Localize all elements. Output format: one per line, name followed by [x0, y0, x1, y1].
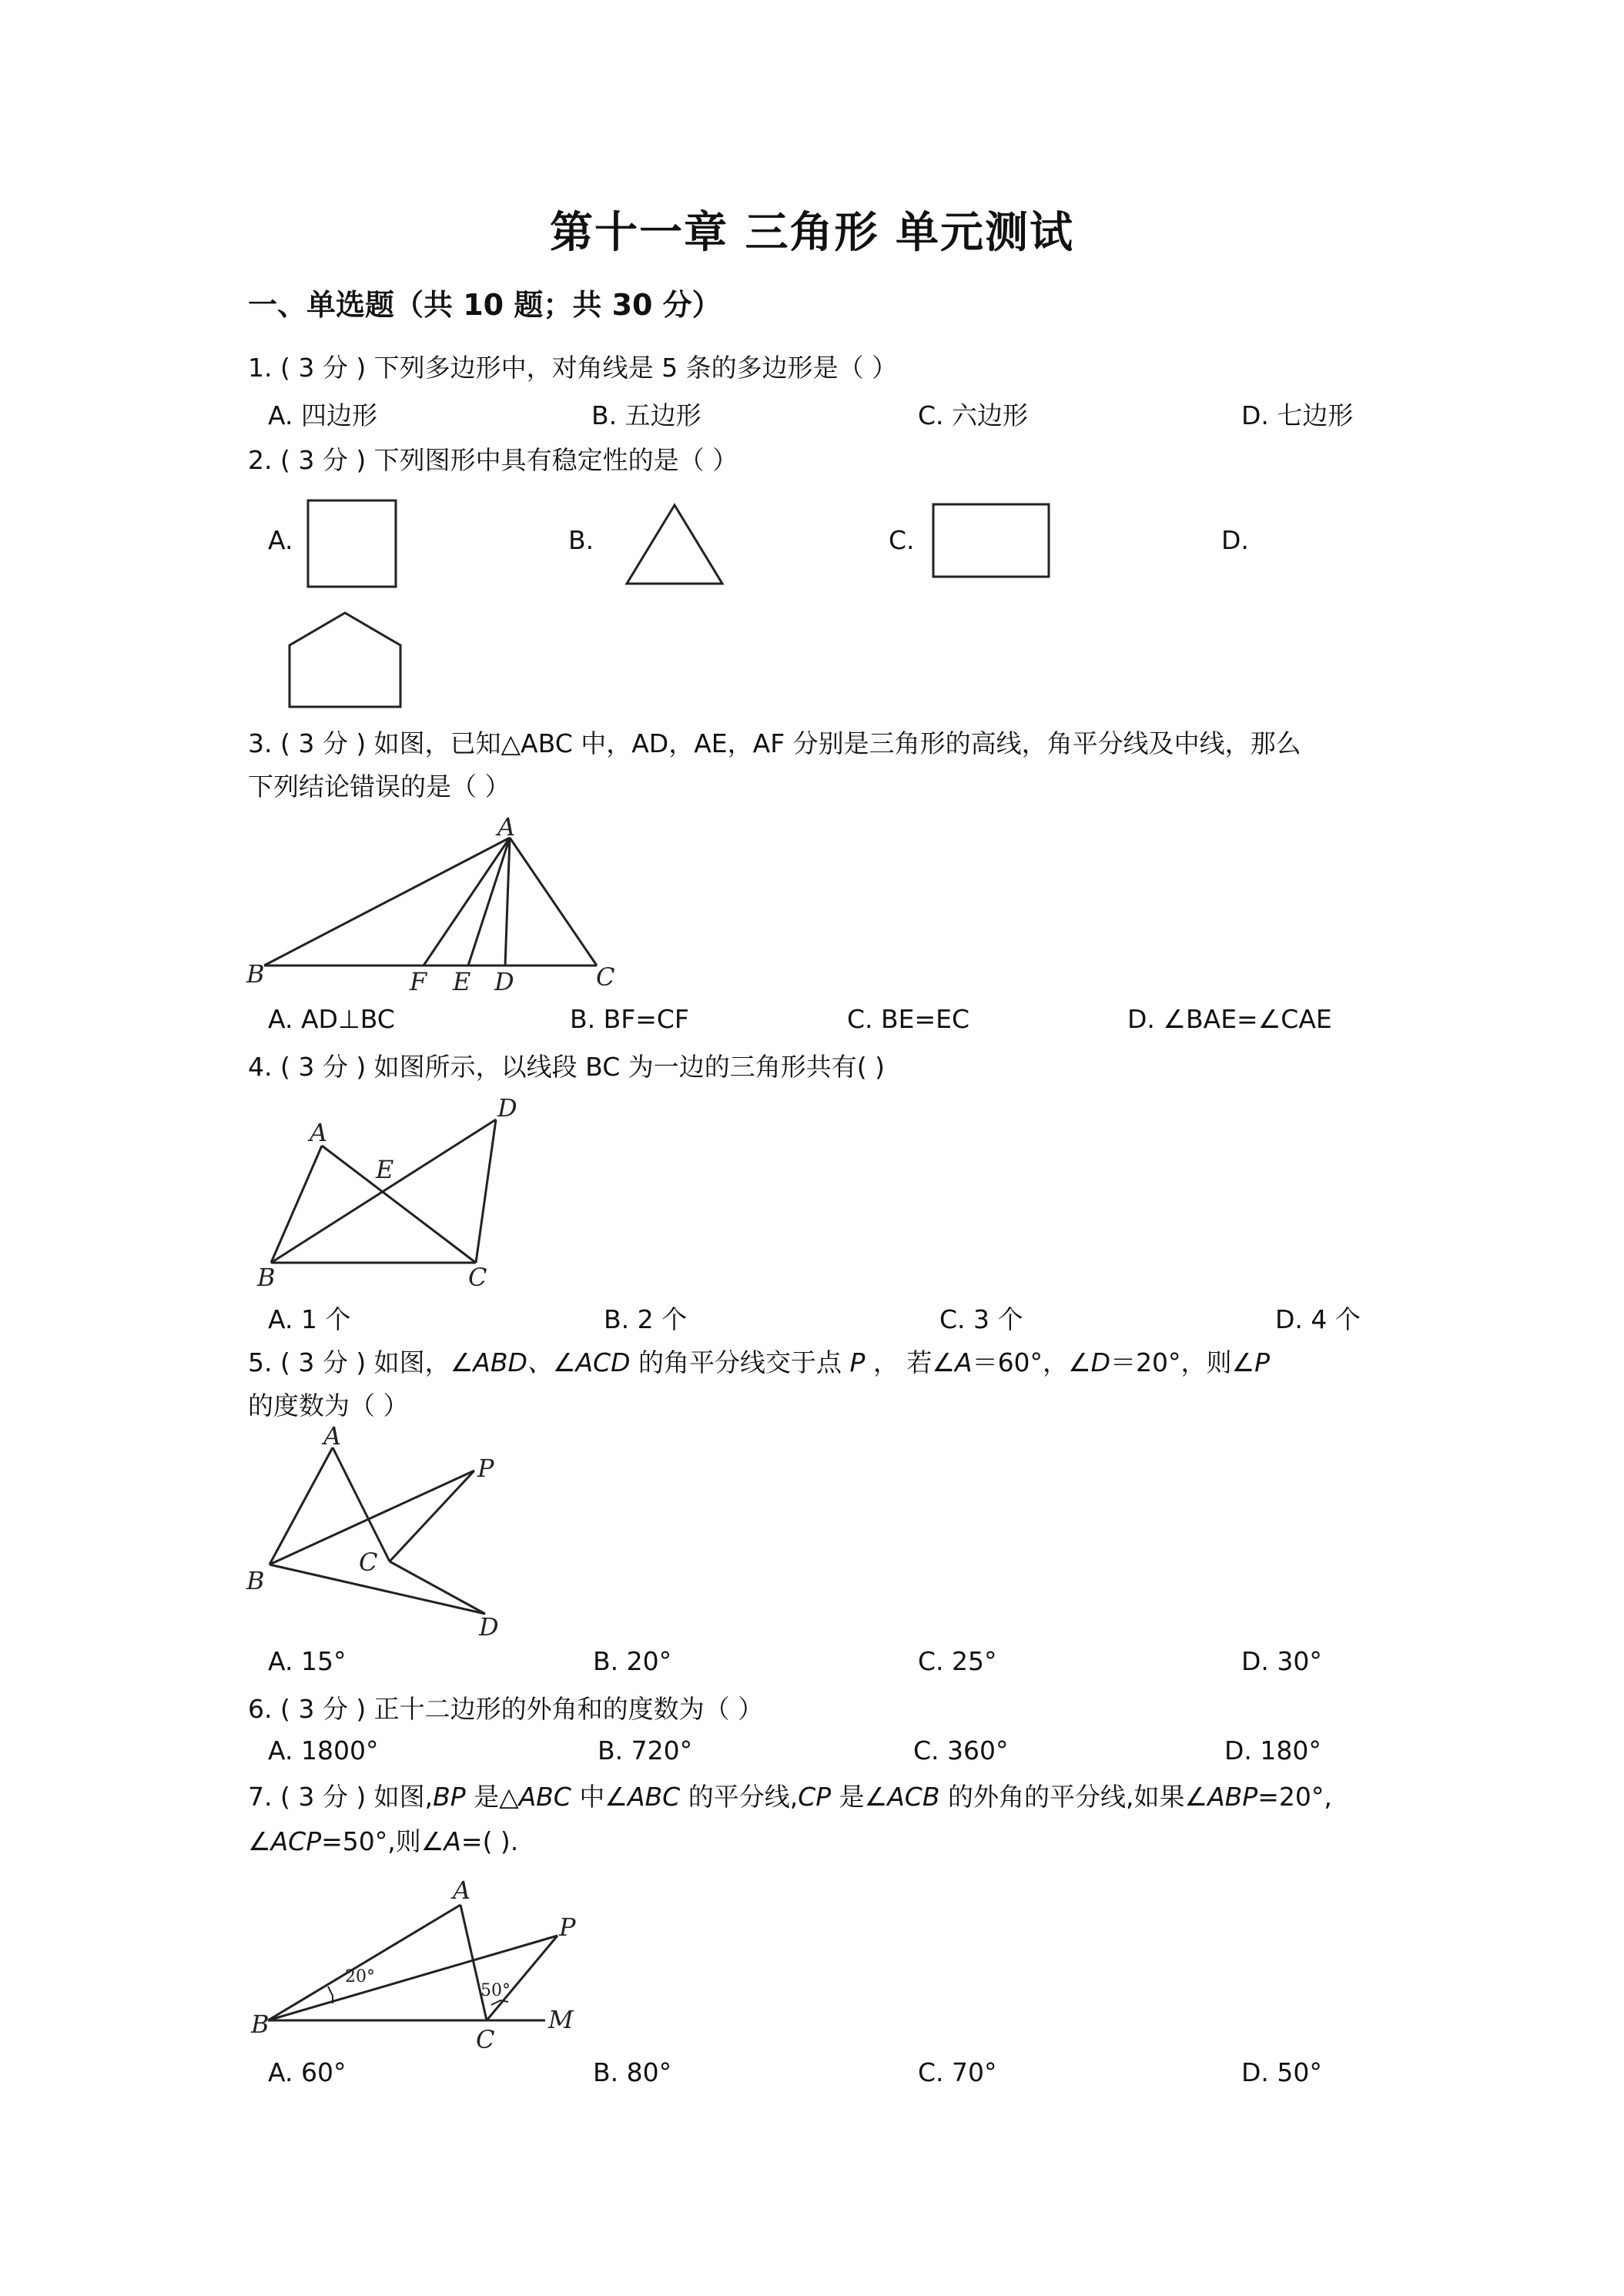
question-7-line-2: ∠ACP=50°,则∠A=( ). [248, 1826, 519, 1856]
q3-label-b: B [246, 959, 265, 989]
q7-label-b: B [251, 2010, 270, 2039]
q7-segment-cp [487, 1936, 558, 2020]
q1-option-d[interactable]: D. 七边形 [1241, 400, 1354, 430]
q7-angle-label-20: 20° [345, 1967, 375, 1986]
q2-option-b[interactable]: B. [568, 525, 594, 555]
q5-option-b[interactable]: B. 20° [593, 1646, 672, 1676]
q2-option-d[interactable]: D. [1221, 525, 1249, 555]
q6-option-a[interactable]: A. 1800° [268, 1735, 379, 1766]
q7-segment-bp [268, 1936, 558, 2020]
q5-label-a: A [323, 1421, 342, 1451]
q4-label-c: C [468, 1263, 487, 1292]
question-5-line-2: 的度数为（ ） [248, 1391, 409, 1421]
q6-option-c[interactable]: C. 360° [913, 1735, 1009, 1766]
q3-option-a[interactable]: A. AD⊥BC [268, 1004, 395, 1034]
q7-option-c[interactable]: C. 70° [918, 2057, 997, 2087]
q7-angle-label-50: 50° [481, 1981, 511, 2000]
q7-option-a[interactable]: A. 60° [268, 2057, 347, 2087]
q7-option-b[interactable]: B. 80° [593, 2057, 672, 2087]
q7-segment-ba [268, 1905, 460, 2020]
q2-option-c[interactable]: C. [889, 525, 915, 555]
q3-label-e: E [453, 967, 471, 996]
q3-label-f: F [410, 967, 427, 996]
q7-label-c: C [476, 2025, 495, 2054]
question-6-stem: 6. ( 3 分 ) 正十二边形的外角和的度数为（ ） [248, 1694, 764, 1724]
question-5-line-1: 5. ( 3 分 ) 如图，∠ABD、∠ACD 的角平分线交于点 P ， 若∠A＝60°，∠D＝20°，则∠P [248, 1347, 1271, 1377]
question-4-stem: 4. ( 3 分 ) 如图所示，以线段 BC 为一边的三角形共有( ) [248, 1052, 885, 1082]
q2-option-a[interactable]: A. [268, 525, 293, 555]
q7-option-d[interactable]: D. 50° [1241, 2057, 1322, 2087]
q5-option-a[interactable]: A. 15° [268, 1646, 347, 1676]
q3-option-d[interactable]: D. ∠BAE=∠CAE [1127, 1004, 1332, 1034]
q5-option-c[interactable]: C. 25° [918, 1646, 997, 1676]
q6-option-b[interactable]: B. 720° [598, 1735, 693, 1766]
q4-option-c[interactable]: C. 3 个 [939, 1304, 1023, 1334]
q4-option-d[interactable]: D. 4 个 [1275, 1304, 1361, 1334]
q5-label-d: D [479, 1612, 499, 1642]
question-2-stem: 2. ( 3 分 ) 下列图形中具有稳定性的是（ ） [248, 445, 738, 475]
q5-label-c: C [359, 1548, 378, 1577]
q3-label-a: A [497, 812, 516, 842]
q6-option-d[interactable]: D. 180° [1224, 1735, 1321, 1766]
page-title: 第十一章 三角形 单元测试 [550, 207, 1074, 258]
question-7-line-1: 7. ( 3 分 ) 如图,BP 是△ABC 中∠ABC 的平分线,CP 是∠ACB 的外角的平分线,如果∠ABP=20°, [248, 1782, 1332, 1812]
question-1-stem: 1. ( 3 分 ) 下列多边形中，对角线是 5 条的多边形是（ ） [248, 353, 898, 383]
q3-option-c[interactable]: C. BE=EC [847, 1004, 970, 1034]
q1-option-b[interactable]: B. 五边形 [591, 400, 702, 430]
q4-label-d: D [497, 1093, 517, 1123]
q3-label-d: D [494, 967, 514, 996]
section-heading: 一、单选题（共 10 题；共 30 分） [248, 288, 722, 322]
question-3-line-2: 下列结论错误的是（ ） [248, 771, 511, 802]
question-3-line-1: 3. ( 3 分 ) 如图，已知△ABC 中，AD，AE，AF 分别是三角形的高线，角平分线及中线，那么 [248, 728, 1301, 758]
q4-label-b: B [257, 1263, 276, 1292]
q4-label-e: E [376, 1155, 394, 1184]
q1-option-c[interactable]: C. 六边形 [918, 400, 1029, 430]
q5-label-b: B [246, 1566, 265, 1595]
q5-label-p: P [477, 1454, 494, 1483]
q3-option-b[interactable]: B. BF=CF [570, 1004, 689, 1034]
q7-label-a: A [453, 1876, 471, 1905]
q7-label-m: M [548, 2005, 574, 2034]
q1-option-a[interactable]: A. 四边形 [268, 400, 377, 430]
q7-angle-arc-b [328, 1986, 333, 2003]
q4-option-a[interactable]: A. 1 个 [268, 1304, 351, 1334]
q4-option-b[interactable]: B. 2 个 [604, 1304, 688, 1334]
q3-label-c: C [596, 962, 615, 992]
q4-label-a: A [310, 1118, 328, 1147]
q7-label-p: P [559, 1913, 576, 1942]
q5-option-d[interactable]: D. 30° [1241, 1646, 1322, 1676]
